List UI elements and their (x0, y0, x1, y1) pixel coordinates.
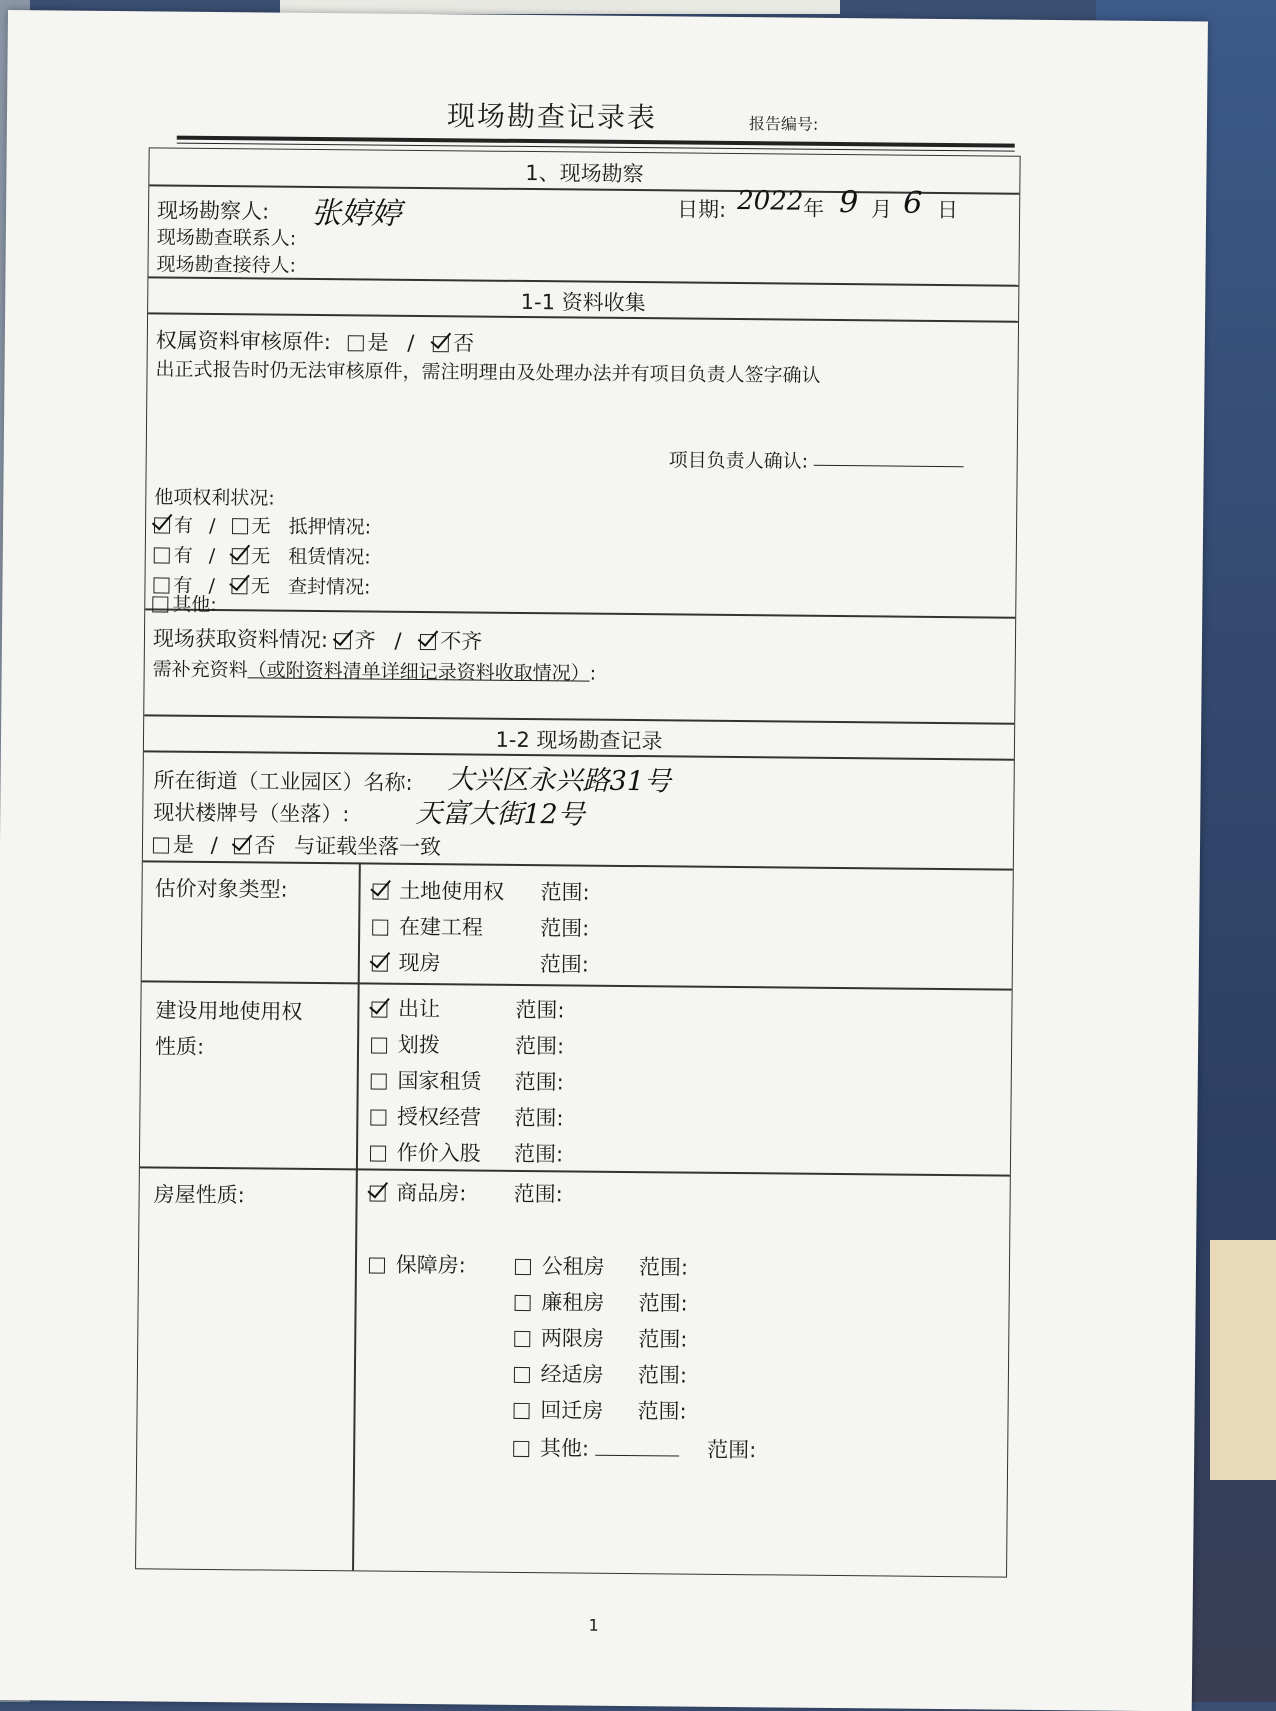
street-value: 大兴区永兴路31号 (447, 764, 672, 798)
mortgage-has-checkbox[interactable] (154, 517, 170, 533)
range-label: 范围: (515, 997, 565, 1023)
row-divider (140, 1166, 1010, 1176)
other-rights-label: 他项权利状况: (154, 486, 275, 510)
acquired-materials-row (153, 622, 482, 655)
seizure-none-checkbox[interactable] (231, 578, 247, 594)
section-1-2-title: 1-2 现场勘查记录 (495, 727, 663, 754)
street-label: 所在街道（工业园区）名称: (153, 768, 413, 795)
background-top-paper (280, 0, 840, 14)
original-note: 出正式报告时仍无法审核原件，需注明理由及处理办法并有项目负责人签字确认 (155, 358, 821, 387)
separator: / (208, 574, 216, 598)
house-affordable-checkbox[interactable] (369, 1258, 385, 1274)
affordable-type-row (514, 1286, 604, 1317)
plate-label: 现状楼牌号（坐落）: (153, 800, 350, 827)
lease-has-checkbox[interactable] (154, 547, 170, 563)
affordable-type-row (513, 1394, 603, 1425)
affordable-other-label: 其他: (539, 1436, 590, 1461)
original-no-checkbox[interactable] (433, 336, 449, 352)
range-label: 范围: (540, 880, 590, 905)
object-existing-checkbox[interactable] (372, 956, 388, 972)
page-number: 1 (588, 1615, 599, 1635)
original-no-label: 否 (452, 331, 475, 356)
land-allocation-checkbox[interactable] (371, 1038, 387, 1054)
economic-housing-label: 经适房 (540, 1362, 604, 1387)
row-divider (143, 860, 1013, 870)
lease-label: 租赁情况: (288, 545, 371, 569)
economic-housing-checkbox[interactable] (514, 1367, 530, 1383)
other-rights-other-checkbox[interactable] (152, 596, 168, 612)
mortgage-has-label: 有 (173, 514, 194, 537)
range-label: 范围: (638, 1255, 689, 1280)
date-month: 9 (839, 184, 859, 221)
house-affordable-label: 保障房: (395, 1252, 466, 1278)
consistent-no-label: 否 (254, 833, 276, 858)
acquired-materials-label: 现场获取资料情况: (152, 626, 329, 653)
range-label: 范围: (514, 1105, 564, 1131)
range-label: 范围: (514, 1033, 565, 1059)
seizure-none-label: 无 (250, 575, 271, 598)
low-rent-checkbox[interactable] (515, 1295, 531, 1311)
land-nature-option (371, 993, 440, 1024)
contact-label: 现场勘查联系人: (156, 226, 297, 250)
land-authorized-label: 授权经营 (396, 1104, 482, 1130)
object-type-existing (372, 947, 441, 978)
land-equity-label: 作价入股 (396, 1140, 481, 1166)
original-yes-checkbox[interactable] (348, 335, 364, 351)
public-rental-label: 公租房 (541, 1254, 605, 1279)
object-construction-label: 在建工程 (398, 914, 484, 940)
consistent-yes-checkbox[interactable] (153, 837, 169, 853)
mortgage-none-checkbox[interactable] (231, 518, 247, 534)
separator: / (394, 628, 402, 653)
date-year: 2022 (737, 186, 804, 217)
confirm-row (669, 445, 965, 475)
land-state-lease-checkbox[interactable] (371, 1074, 387, 1090)
receiver-label: 现场勘查接待人: (156, 253, 297, 277)
affordable-type-row (514, 1322, 604, 1353)
survey-form-table (135, 147, 1021, 1577)
original-yes-label: 是 (367, 330, 389, 355)
range-label: 范围: (539, 952, 590, 977)
other-rights-other-label: 其他: (172, 593, 217, 617)
other-rights-other (152, 589, 217, 617)
plate-value: 天富大街12号 (415, 797, 585, 831)
range-label: 范围: (638, 1291, 688, 1316)
range-label: 范围: (513, 1181, 563, 1207)
date-label: 日期: (677, 197, 727, 222)
land-nature-option (370, 1101, 481, 1132)
range-label: 范围: (707, 1437, 757, 1463)
relocation-housing-checkbox[interactable] (513, 1403, 529, 1419)
supplement-row (153, 654, 597, 685)
affordable-type-row (514, 1358, 604, 1389)
confirm-label: 项目负责人确认: (668, 449, 809, 473)
column-divider (352, 862, 360, 1570)
supplement-colon: : (589, 662, 597, 685)
supplement-note: （或附资料清单详细记录资料收取情况） (247, 659, 590, 685)
month-unit: 月 (871, 197, 893, 222)
range-label: 范围: (638, 1327, 688, 1352)
consistent-label: 与证载坐落一致 (294, 833, 442, 860)
land-equity-checkbox[interactable] (370, 1146, 386, 1162)
range-label: 范围: (540, 916, 590, 941)
range-label: 范围: (514, 1069, 564, 1095)
affordable-other-blank[interactable] (595, 1454, 679, 1457)
public-rental-checkbox[interactable] (515, 1259, 531, 1275)
materials-complete-label: 齐 (354, 628, 376, 653)
house-commercial-checkbox[interactable] (370, 1186, 386, 1202)
row-divider (142, 980, 1012, 990)
form-page (0, 10, 1208, 1711)
inspector-signature: 张婷婷 (310, 195, 402, 232)
separator: / (407, 330, 415, 355)
house-affordable-option (369, 1249, 466, 1280)
separator: / (210, 832, 218, 858)
land-nature-option (370, 1137, 481, 1168)
seizure-has-label: 有 (173, 574, 193, 597)
range-label: 范围: (637, 1399, 687, 1424)
mortgage-row (154, 510, 371, 539)
date-day: 6 (903, 185, 923, 221)
supplement-label: 需补充资料 (152, 658, 248, 682)
seizure-label: 查封情况: (287, 575, 371, 599)
section-1-title: 1、现场勘察 (525, 160, 644, 187)
background-box (1210, 1240, 1276, 1480)
price-limited-checkbox[interactable] (514, 1331, 530, 1347)
form-title: 现场勘查记录表 (446, 99, 658, 135)
affordable-type-row (515, 1250, 605, 1281)
consistent-no-checkbox[interactable] (234, 838, 250, 854)
land-nature-label-1: 建设用地使用权 (155, 998, 303, 1024)
row-divider (145, 608, 1015, 618)
mortgage-label: 抵押情况: (288, 515, 372, 539)
range-label: 范围: (513, 1141, 564, 1167)
lease-none-checkbox[interactable] (231, 548, 247, 564)
relocation-housing-label: 回迁房 (540, 1398, 604, 1423)
house-commercial-label: 商品房: (396, 1180, 467, 1206)
low-rent-label: 廉租房 (541, 1290, 605, 1315)
range-label: 范围: (637, 1363, 688, 1388)
object-type-construction (372, 911, 483, 942)
land-transfer-label: 出让 (398, 996, 441, 1022)
section-1-1-title: 1-1 资料收集 (520, 289, 646, 316)
original-review-row (156, 324, 474, 357)
consistency-row (153, 828, 441, 861)
land-nature-option (371, 1029, 440, 1060)
report-number-label: 报告编号: (748, 114, 819, 134)
affordable-type-other-row (513, 1432, 685, 1464)
land-allocation-label: 划拨 (397, 1032, 440, 1058)
day-unit: 日 (937, 197, 959, 223)
lease-none-label: 无 (251, 545, 271, 568)
affordable-other-checkbox[interactable] (513, 1441, 529, 1457)
separator: / (208, 544, 216, 568)
land-nature-label-2: 性质: (154, 1034, 205, 1059)
object-type-label: 估价对象类型: (154, 876, 288, 902)
separator: / (209, 514, 216, 538)
object-existing-label: 现房 (398, 950, 441, 976)
confirm-signature-line[interactable] (814, 464, 964, 467)
mortgage-none-label: 无 (251, 515, 271, 538)
lease-row (154, 540, 371, 569)
lease-has-label: 有 (173, 544, 193, 567)
year-unit: 年 (803, 196, 825, 221)
inspector-label: 现场勘察人: (156, 198, 270, 224)
object-land-checkbox[interactable] (372, 884, 388, 900)
object-land-label: 土地使用权 (399, 878, 505, 904)
materials-complete-checkbox[interactable] (335, 633, 351, 649)
consistent-yes-label: 是 (172, 832, 195, 857)
house-commercial-option (370, 1177, 467, 1208)
materials-incomplete-label: 不齐 (440, 629, 483, 654)
land-transfer-checkbox[interactable] (371, 1002, 387, 1018)
house-nature-label: 房屋性质: (153, 1182, 245, 1208)
object-construction-checkbox[interactable] (372, 920, 388, 936)
land-nature-option (371, 1065, 482, 1096)
materials-incomplete-checkbox[interactable] (420, 634, 436, 650)
object-type-land (372, 875, 504, 906)
original-review-label: 权属资料审核原件: (155, 328, 332, 355)
land-authorized-checkbox[interactable] (370, 1110, 386, 1126)
land-state-lease-label: 国家租赁 (397, 1068, 482, 1094)
price-limited-label: 两限房 (540, 1326, 605, 1351)
